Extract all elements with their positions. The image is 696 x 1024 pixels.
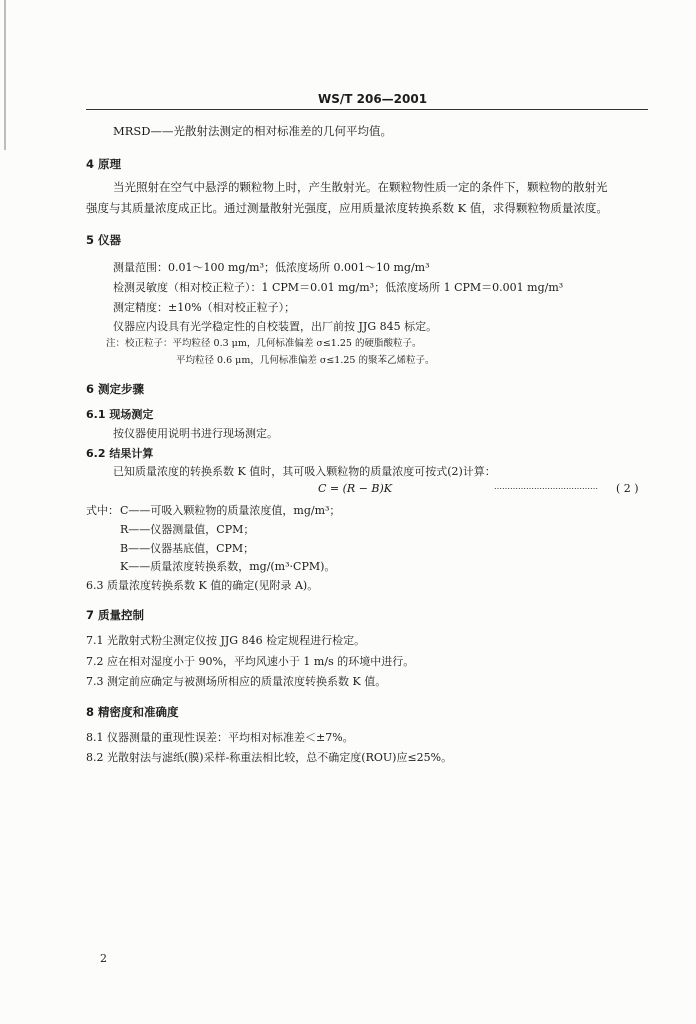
- formula-leader-dots: …………………………………: [494, 482, 598, 491]
- item-8-1: 8.1 仪器测量的重现性误差：平均相对标准差＜±7%。: [86, 731, 354, 744]
- subsection-6-1-text: 按仪器使用说明书进行现场测定。: [113, 427, 278, 440]
- section-6-heading: 6 测定步骤: [86, 382, 145, 396]
- subsection-6-2-heading: 6.2 结果计算: [86, 447, 154, 460]
- header-rule: [86, 109, 648, 110]
- measuring-range: 测量范围：0.01～100 mg/m³；低浓度场所 0.001～10 mg/m³: [113, 261, 430, 274]
- formula-2: C = (R − B)K: [318, 482, 393, 495]
- section-5-heading: 5 仪器: [86, 233, 122, 247]
- section-4-para-line2: 强度与其质量浓度成正比。通过测量散射光强度，应用质量浓度转换系数 K 值，求得颗粒物质量浓度。: [86, 201, 608, 215]
- where-label: 式中：: [86, 504, 119, 517]
- subsection-6-1-heading: 6.1 现场测定: [86, 408, 154, 421]
- section-7-heading: 7 质量控制: [86, 608, 145, 622]
- subsection-6-2-text: 已知质量浓度的转换系数 K 值时，其可吸入颗粒物的质量浓度可按式(2)计算：: [113, 465, 496, 478]
- formula-number: ( 2 ): [616, 482, 639, 495]
- note-line1: 注：校正粒子：平均粒径 0.3 μm，几何标准偏差 σ≤1.25 的硬脂酸粒子。: [106, 338, 422, 349]
- scan-edge: [4, 0, 6, 150]
- definition-mrsd: MRSD——光散射法测定的相对标准差的几何平均值。: [113, 124, 393, 138]
- item-7-1: 7.1 光散射式粉尘测定仪按 JJG 846 检定规程进行检定。: [86, 634, 366, 647]
- item-8-2: 8.2 光散射法与滤纸(膜)采样-称重法相比较，总不确定度(ROU)应≤25%。: [86, 751, 453, 764]
- page-number: 2: [100, 952, 107, 965]
- item-7-3: 7.3 测定前应确定与被测场所相应的质量浓度转换系数 K 值。: [86, 675, 387, 688]
- section-4-heading: 4 原理: [86, 157, 122, 171]
- standard-number: WS/T 206—2001: [318, 92, 428, 106]
- note-line2: 平均粒径 0.6 μm，几何标准偏差 σ≤1.25 的聚苯乙烯粒子。: [176, 355, 435, 366]
- where-r: R——仪器测量值，CPM；: [120, 523, 255, 536]
- self-calibration: 仪器应内设具有光学稳定性的自校装置，出厂前按 JJG 845 标定。: [113, 320, 438, 333]
- detection-sensitivity: 检测灵敏度（相对校正粒子）：1 CPM＝0.01 mg/m³；低浓度场所 1 CPM＝0.001 mg/m³: [113, 281, 564, 294]
- where-b: B——仪器基底值，CPM；: [120, 542, 255, 555]
- section-8-heading: 8 精密度和准确度: [86, 705, 179, 719]
- measurement-precision: 测定精度：±10%（相对校正粒子）；: [113, 301, 296, 314]
- where-c: C——可吸入颗粒物的质量浓度值，mg/m³；: [120, 504, 341, 517]
- item-7-2: 7.2 应在相对湿度小于 90%，平均风速小于 1 m/s 的环境中进行。: [86, 655, 415, 668]
- section-4-para-line1: 当光照射在空气中悬浮的颗粒物上时，产生散射光。在颗粒物性质一定的条件下，颗粒物的散射光: [113, 180, 608, 194]
- where-k: K——质量浓度转换系数，mg/(m³·CPM)。: [120, 560, 336, 573]
- subsection-6-3: 6.3 质量浓度转换系数 K 值的确定(见附录 A)。: [86, 579, 319, 592]
